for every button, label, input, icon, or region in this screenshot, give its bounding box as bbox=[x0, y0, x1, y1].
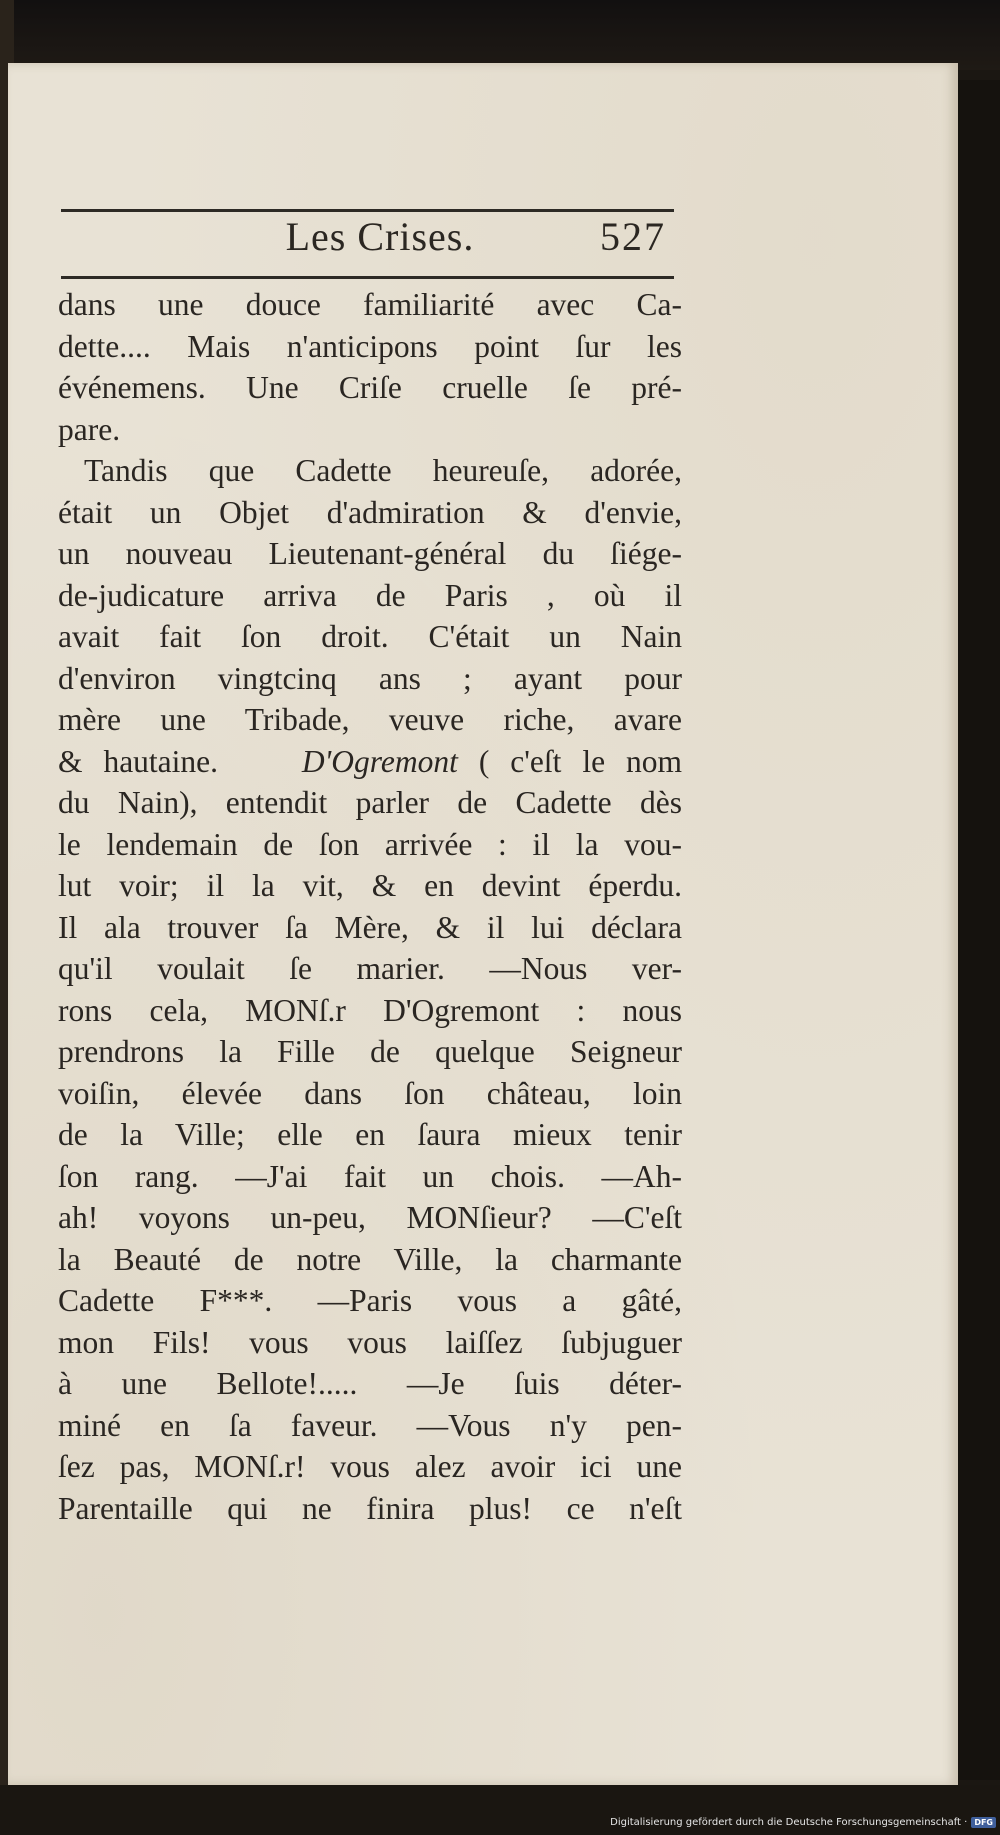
text-line: à une Bellote!..... —Je ſuis déter- bbox=[58, 1366, 682, 1401]
header-rule-bottom bbox=[61, 276, 674, 279]
text-line: ſon rang. —J'ai fait un chois. —Ah- bbox=[58, 1158, 682, 1194]
credit-text: Digitalisierung gefördert durch die Deutsche Forschungsgemeinschaft · bbox=[610, 1817, 968, 1828]
text-line: prendrons la Fille de quelque Seigneur bbox=[58, 1034, 682, 1069]
body-text bbox=[58, 284, 682, 1529]
text-line: un nouveau Lieutenant-général du ſiége- bbox=[58, 536, 682, 571]
header-rule-top bbox=[61, 209, 674, 212]
scan-background-top bbox=[0, 0, 1000, 70]
text-line: avait fait ſon droit. C'était un Nain bbox=[58, 619, 682, 654]
text-line: d'environ vingtcinq ans ; ayant pour bbox=[58, 660, 682, 696]
text-line: de-judicature arriva de Paris , où il bbox=[58, 577, 682, 613]
text-line: la Beauté de notre Ville, la charmante bbox=[58, 1241, 682, 1277]
text-line: qu'il voulait ſe marier. —Nous ver- bbox=[58, 951, 682, 986]
text-line: pare. bbox=[58, 411, 121, 447]
page-number: 527 bbox=[600, 214, 666, 259]
text-line: mon Fils! vous vous laiſſez ſubjuguer bbox=[58, 1324, 682, 1360]
dfg-logo: DFG bbox=[971, 1817, 996, 1828]
text-line: rons cela, MONſ.r D'Ogremont : nous bbox=[58, 992, 682, 1028]
running-title: Les Crises. bbox=[285, 214, 475, 259]
text-line: ah! voyons un-peu, MONſieur? —C'eſt bbox=[58, 1200, 682, 1235]
text-line: ſez pas, MONſ.r! vous alez avoir ici une bbox=[58, 1449, 682, 1484]
text-line: voiſin, élevée dans ſon château, loin bbox=[58, 1075, 682, 1111]
text-line: dette.... Mais n'anticipons point ſur les bbox=[58, 328, 682, 364]
text-line: dans une douce familiarité avec Ca- bbox=[58, 287, 682, 322]
text-segment: ( c'eſt le nom bbox=[478, 743, 683, 779]
paragraph-start-line: Tandis que Cadette heureuſe, adorée, bbox=[84, 453, 682, 488]
text-line: lut voir; il la vit, & en devint éperdu. bbox=[58, 868, 682, 903]
text-segment: & hautaine. bbox=[58, 743, 219, 779]
text-line: événemens. Une Criſe cruelle ſe pré- bbox=[58, 370, 682, 405]
text-line: Il ala trouver ſa Mère, & il lui déclara bbox=[58, 909, 682, 945]
text-line: du Nain), entendit parler de Cadette dès bbox=[58, 785, 682, 820]
scan-background-right bbox=[958, 80, 1000, 1780]
text-line: mère une Tribade, veuve riche, avare bbox=[58, 702, 682, 737]
text-line: de la Ville; elle en ſaura mieux tenir bbox=[58, 1117, 682, 1152]
text-line: Parentaille qui ne finira plus! ce n'eſt bbox=[58, 1490, 682, 1526]
text-line: miné en ſa faveur. —Vous n'y pen- bbox=[58, 1407, 682, 1443]
text-line: Cadette F***. —Paris vous a gâté, bbox=[58, 1283, 682, 1318]
digitization-credit bbox=[610, 1817, 996, 1828]
text-line bbox=[58, 741, 682, 783]
text-line: le lendemain de ſon arrivée : il la vou- bbox=[58, 826, 682, 862]
text-line: était un Objet d'admiration & d'envie, bbox=[58, 494, 682, 530]
italic-name: D'Ogremont bbox=[301, 743, 458, 779]
